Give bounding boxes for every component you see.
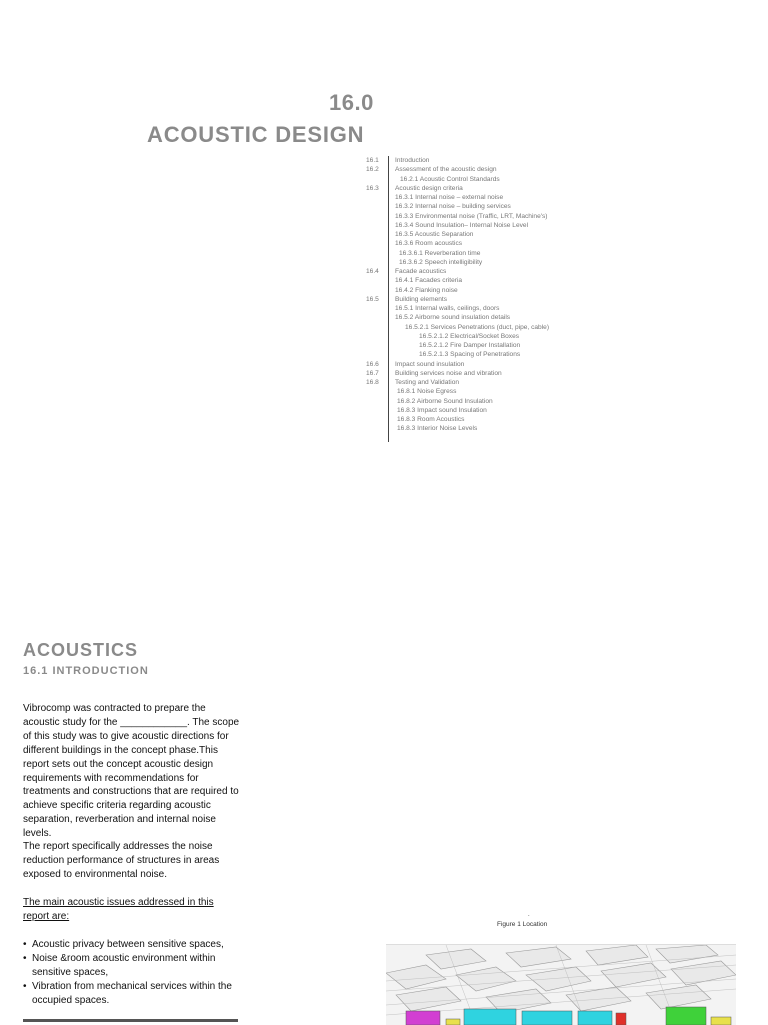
toc-entry-title: Impact sound insulation <box>395 360 465 368</box>
toc-entry-title: 16.5.2.1 Services Penetrations (duct, pipe, cable) <box>405 323 550 331</box>
toc-entry <box>366 387 596 396</box>
toc-entry-title: Acoustic design criteria <box>395 184 463 192</box>
toc-entry-title: Assessment of the acoustic design <box>395 166 497 174</box>
toc-entry <box>366 212 596 221</box>
cut-off-text-line <box>23 1016 238 1024</box>
toc-entry <box>366 156 596 165</box>
toc-entry <box>366 406 596 415</box>
location-map-image <box>386 944 736 1025</box>
toc-entry-number: 16.5 <box>366 295 379 303</box>
toc-entry-title: 16.4.1 Facades criteria <box>395 277 463 285</box>
toc-entry <box>366 175 596 184</box>
toc-entry-title: 16.8.3 Room Acoustics <box>397 416 465 423</box>
toc-entry <box>366 202 596 211</box>
toc-entry-title: Facade acoustics <box>395 268 447 275</box>
toc-entry-number: 16.7 <box>366 369 379 377</box>
toc-entry-title: Building elements <box>395 295 448 303</box>
toc-entry-title: 16.4.2 Flanking noise <box>395 286 458 294</box>
toc-entry <box>366 221 596 230</box>
toc-entry <box>366 295 596 304</box>
toc-entry <box>366 424 596 433</box>
toc-entry-title: 16.3.3 Environmental noise (Traffic, LRT, Machine's) <box>395 212 548 220</box>
toc-entry-title: 16.5.2.1.2 Electrical/Socket Boxes <box>419 332 520 340</box>
figure-caption: Figure 1 Location <box>497 921 548 928</box>
list-item: • Vibration from mechanical services within the occupied spaces. <box>23 980 243 1008</box>
acoustics-heading: ACOUSTICS <box>23 640 139 660</box>
toc-entry-title: 16.5.1 Internal walls, ceilings, doors <box>395 305 500 312</box>
toc-entry-title: 16.3.6.2 Speech intelligibility <box>399 258 483 266</box>
toc-entry <box>366 350 596 359</box>
issues-list <box>23 938 243 1008</box>
toc-entry-number: 16.3 <box>366 184 379 192</box>
toc-entry <box>366 165 596 174</box>
toc-entry-title: Testing and Validation <box>395 379 460 386</box>
toc-entry-title: 16.8.3 Interior Noise Levels <box>397 425 478 433</box>
intro-paragraph-1: Vibrocomp was contracted to prepare the acoustic study for the ____________. The scope of this study was to give acoustic directions for different buildings in the concept phase.This report sets out the concept acoustic design requirements with recommendations for treatments and constructions that are required to achieve specific criteria regarding acoustic separation, reverberation and internal noise levels. <box>23 703 240 840</box>
toc-entry <box>366 276 596 285</box>
toc-entry <box>366 258 596 267</box>
toc-entry <box>366 378 596 387</box>
toc-entry-title: 16.3.2 Internal noise – building services <box>395 203 511 211</box>
intro-paragraph-2: The report specifically addresses the noise reduction performance of structures in areas exposed to environmental noise. <box>23 841 220 880</box>
toc-entry <box>366 239 596 248</box>
toc-entry <box>366 332 596 341</box>
toc-entry <box>366 369 596 378</box>
toc-entry-title: 16.5.2.1.2 Fire Damper Installation <box>419 342 521 349</box>
toc-entry-title: 16.3.1 Internal noise – external noise <box>395 194 504 201</box>
toc-entry-title: 16.3.4 Sound Insulation– Internal Noise Level <box>395 221 529 229</box>
toc-entry-title: 16.5.2 Airborne sound insulation details <box>395 314 511 322</box>
toc-entry-title: Introduction <box>395 157 430 164</box>
toc-entry <box>366 323 596 332</box>
list-item: • Noise &room acoustic environment within sensitive spaces, <box>23 952 243 980</box>
toc-entry <box>366 230 596 239</box>
toc-entry <box>366 184 596 193</box>
toc-entry-number: 16.4 <box>366 268 379 275</box>
toc-entry-title: 16.3.6.1 Reverberation time <box>399 249 481 257</box>
toc-entry <box>366 286 596 295</box>
issues-lead-in: The main acoustic issues addressed in this report are: <box>23 897 214 922</box>
toc-entry <box>366 360 596 369</box>
toc-entry-title: 16.8.2 Airborne Sound Insulation <box>397 397 493 405</box>
toc-entry-number: 16.1 <box>366 157 379 164</box>
toc-entry <box>366 341 596 350</box>
table-of-contents <box>366 156 596 434</box>
toc-entry-number: 16.8 <box>366 379 379 386</box>
toc-entry <box>366 267 596 276</box>
list-item: • Acoustic privacy between sensitive spaces, <box>23 938 243 952</box>
toc-entry <box>366 313 596 322</box>
toc-entry-title: Building services noise and vibration <box>395 369 502 377</box>
aerial-site-illustration <box>386 945 736 1025</box>
toc-entry-title: 16.2.1 Acoustic Control Standards <box>400 175 500 183</box>
toc-entry <box>366 397 596 406</box>
toc-entry-number: 16.6 <box>366 360 379 368</box>
toc-entry-title: 16.5.2.1.3 Spacing of Penetrations <box>419 351 521 359</box>
section-number: 16.0 <box>329 90 374 115</box>
toc-entry-title: 16.8.3 Impact sound Insulation <box>397 406 487 414</box>
toc-entry-title: 16.3.5 Acoustic Separation <box>395 231 474 238</box>
toc-entry <box>366 415 596 424</box>
toc-entry <box>366 304 596 313</box>
figure-mark: . <box>528 912 530 918</box>
introduction-subheading: 16.1 INTRODUCTION <box>23 665 149 677</box>
toc-entry-title: 16.3.6 Room acoustics <box>395 240 463 248</box>
toc-entry <box>366 249 596 258</box>
toc-entry-title: 16.8.1 Noise Egress <box>397 388 457 396</box>
toc-entry <box>366 193 596 202</box>
section-title: ACOUSTIC DESIGN <box>147 122 365 147</box>
toc-entry-number: 16.2 <box>366 166 379 174</box>
